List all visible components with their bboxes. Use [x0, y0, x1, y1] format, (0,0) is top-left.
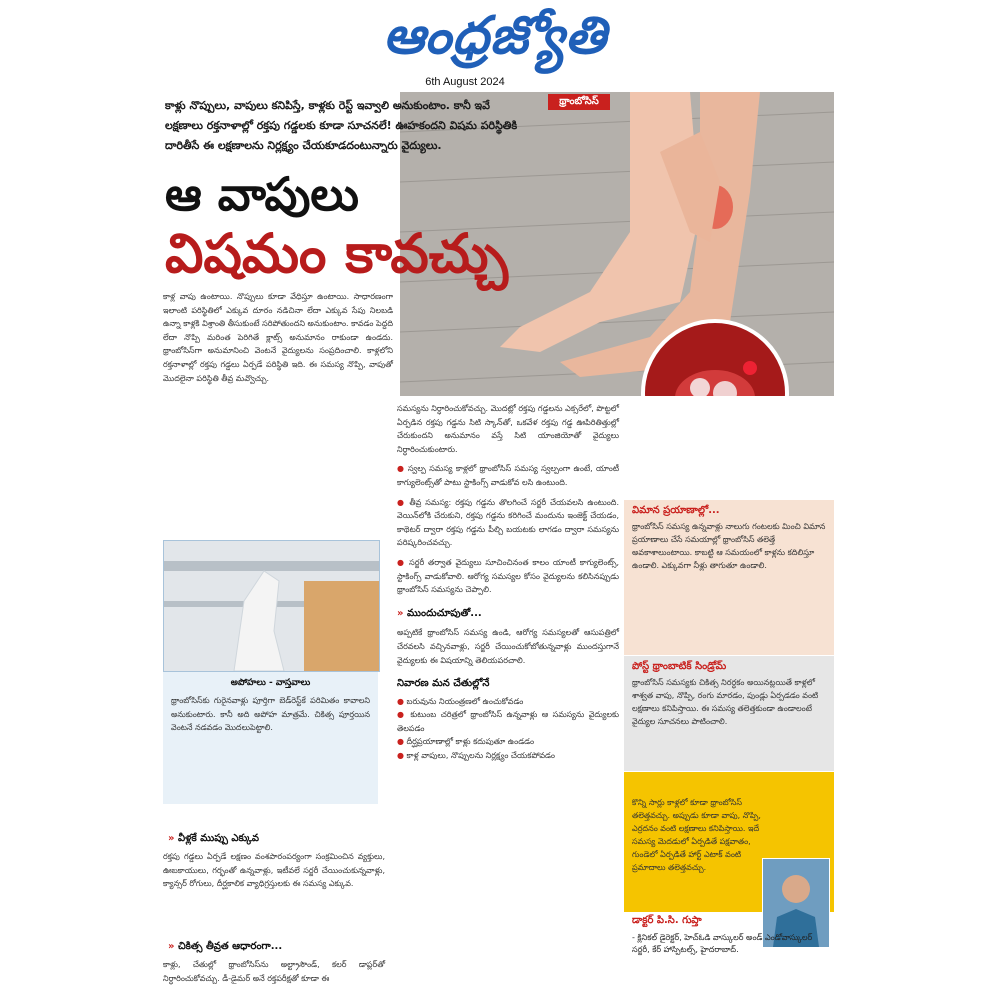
subhead-prevention: నివారణ మన చేతుల్లోనే	[397, 678, 490, 690]
masthead-logo-text: ఆంధ్రజ్యోతి	[383, 6, 607, 66]
caption-box	[163, 672, 378, 804]
blood-clot-illustration	[640, 318, 790, 396]
prevention-item: ● దీర్ఘప్రయాణాల్లో కాళ్లు కదుపుతూ ఉండడం	[397, 737, 534, 747]
doctor-info: - క్లినికల్ డైరెక్టర్, హెచ్‌ఓడి వాస్కులర్ అండ్ ఎండోవాస్కులర్ సర్జరీ, కేర్ హాస్పిటల్స్, హైదరాబాద్.	[632, 933, 813, 954]
caption-title: అపోహలు - వాస్తవాలు	[230, 678, 311, 688]
doctor-name: డాక్టర్ పి.సి. గుప్తా	[632, 915, 702, 926]
body-column-1	[163, 290, 393, 385]
diagnosis-text: సమస్యను నిర్ధారించుకోవచ్చు. మొదట్లో రక్తపు గడ్డలను ఎక్సరేలో, పొట్టలో ఏర్పడిన రక్తపు గడ్డను సిటి స్కాన్‌తో, ఒకవేళ రక్తపు గడ్డ ఊపిరితిత్తుల్లో చేరుకుందని అనుమానం వస్తే సిటి యాంజియోతో వైద్యులు నిర్ధారించుకుంటారు.	[397, 404, 619, 454]
sidebar-flight-title: విమాన ప్రయాణాల్లో...	[632, 505, 720, 516]
sidebar-flight-box	[624, 500, 834, 655]
bullet-severe: ● తీవ్ర సమస్య: రక్తపు గడ్డను తొలగించే సర్జరీ చేయవలసి ఉంటుంది. వెయిన్‌లోకి చేరుకుని, రక్తపు గడ్డను కరిగించే మందును ఇంజెక్ట్ చేయడం, కాథెటర్ ద్వారా రక్తపు గడ్డను పీల్చి బయటకు లాగడం ద్వారా సమస్యను పరిష్కరించవచ్చు.	[397, 497, 619, 548]
subhead-risk: » వీళ్లకే ముప్పు ఎక్కువ	[168, 833, 260, 844]
intro-text: కాళ్లు నొప్పులు, వాపులు కనిపిస్తే, కాళ్లకు రెస్ట్ ఇవ్వాలి అనుకుంటాం. కానీ ఇవే లక్షణాలు రక్తనాళాల్లో రక్తపు గడ్డలకు కూడా సూచనలే! ఊహకందని విషమ పరిస్థితికి దారితీసే ఈ లక్షణాలను నిర్లక్ష్యం చేయకూడదంటున్నారు వైద్యులు.	[165, 99, 518, 152]
risk-text: రక్తపు గడ్డలు ఏర్పడే లక్షణం వంశపారంపర్యంగా సంక్రమించిన వ్యక్తులు, ఊబకాయులు, గర్భంతో ఉన్నవాళ్లు, ఇటీవలే సర్జరీ చేయించుకున్నవాళ్లు, క్యాన్సర్ రోగులు, దీర్ఘకాలిక వ్యాధిగ్రస్తులకు ఈ సమస్య ఎక్కువ.	[163, 852, 385, 889]
sidebar-pts-text: థ్రాంబోసిస్ సమస్యకు చికిత్స నిరర్ధకం అయినట్లయితే కాళ్లలో శాశ్వత వాపు, నొప్పి, రంగు మారడం, పుండ్లు ఏర్పడడం వంటి లక్షణాలు కనిపిస్తాయి. ఈ సమస్య తలెత్తకుండా ఉండాలంటే వైద్యుల సూచనలు పాటించాలి.	[632, 678, 819, 726]
body-column-2	[397, 402, 619, 763]
subhead-foresight: » ముందుచూపుతో...	[397, 607, 482, 619]
treatment-text: కాళ్లు, చేతుల్లో థ్రాంబోసిస్‌ను అల్ట్రాసౌండ్, కలర్ డాప్లర్‌తో నిర్ధారించుకోవచ్చు. డీ-డైమర్ అనే రక్తపరీక్షతో కూడా ఈ	[163, 960, 385, 983]
sidebar-quote-text: కొన్ని సార్లు కాళ్లలో కూడా థ్రాంబోసిస్ తలెత్తవచ్చు. అప్పుడు కూడా వాపు, నొప్పి, ఎర్రదనం వంటి లక్షణాలు కనిపిస్తాయి. ఇదే సమస్య మెదడులో ఏర్పడితే పక్షవాతం, గుండెలో ఏర్పడితే హార్ట్ ఎటాక్ వంటి ప్రమాదాలు తలెత్తవచ్చు.	[632, 798, 761, 872]
publication-date: 6th August 2024	[425, 76, 505, 88]
caption-text: థ్రాంబోసిస్‌కు గురైనవాళ్లు పూర్తిగా బెడ్‌రెస్ట్‌కే పరిమితం కావాలని అనుకుంటారు. కానీ అది అపోహ మాత్రమే. చికిత్స పూర్తయిన వెంటనే నడవడం మొదలుపెట్టాలి.	[171, 696, 370, 733]
body-paragraph: కాళ్ల వాపు ఉంటాయి. నొప్పులు కూడా వేధిస్తూ ఉంటాయి. సాధారణంగా ఇలాంటి పరిస్థితిలో ఎక్కువ దూరం నడిచినా లేదా ఎక్కువ సేపు నిలబడి ఉన్నా కాళ్లకి విశ్రాంతి తీసుకుంటే సరిపోతుందని అనుకుంటాం. కావడం పెద్దది లేదా నొప్పి మరింత పెరిగితే క్లాట్స్ అనుమానం రాకుండా ఉండదు. థ్రాంబోసిస్‌గా అనుమానించి వెంటనే వైద్యులను సంప్రదించాలి. కాళ్లలోని రక్తనాళాల్లో రక్తపు గడ్డలు ఏర్పడే పరిస్థితి ఇది. ఈ సమస్య నొప్పి, వాపుతో మొదలైనా పరిస్థితి తీవ్ర మవ్వొచ్చు.	[163, 292, 393, 383]
prevention-item: ● కుటుంబ చరిత్రలో థ్రాంబోసిస్ ఉన్నవాళ్లు ఆ సమస్యను వైద్యులకు తెలపడం	[397, 710, 619, 733]
sidebar-pts-box	[624, 656, 834, 771]
masthead	[0, 0, 990, 72]
bandaged-leg-illustration	[164, 541, 379, 671]
headline-line1: ఆ వాపులు	[165, 167, 359, 221]
bullet-mild: ● స్వల్ప సమస్య కాళ్లలో థ్రాంబోసిస్ సమస్య స్వల్పంగా ఉంటే, యాంటీ కాగ్యులెంట్స్‌తో పాటు స్టాకింగ్స్ వాడుకోవ లసి ఉంటుంది.	[397, 464, 619, 487]
prevention-item: ● కాళ్ల వాపులు, నొప్పులను నిర్లక్ష్యం చేయకపోవడం	[397, 751, 555, 761]
sidebar-flight-text: థ్రాంబోసిస్ సమస్య ఉన్నవాళ్లు నాలుగు గంటలకు మించి విమాన ప్రయాణాలు చేసే సమయాల్లో థ్రాంబోసిస్ తలెత్తే అవకాశాలుంటాయి. కాబట్టి ఆ సమయంలో కాళ్లను కదిలిస్తూ ఉండాలి. ఎక్కువగా నీళ్లు తాగుతూ ఉండాలి.	[632, 522, 826, 570]
prevention-item: ● బరువును నియంత్రణలో ఉంచుకోవడం	[397, 696, 524, 706]
bullet-after-surgery: ● సర్జరీ తర్వాత వైద్యులు సూచించినంత కాలం యాంటీ కాగ్యులెంట్స్, స్టాకింగ్స్ వాడుకోవాలి. ఆరోగ్య సమస్యల కోసం వైద్యులను కలిసినప్పుడు థ్రాంబోసిస్ సమస్యను చెప్పాలి.	[397, 557, 619, 595]
category-tag: థ్రాంబోసిస్	[548, 94, 610, 110]
sidebar-pts-title: పోస్ట్ థ్రాంబాటిక్ సిండ్రోమ్	[632, 661, 727, 672]
foresight-text: అప్పటికే థ్రాంబోసిస్ సమస్య ఉండి, ఆరోగ్య సమస్యలతో ఆసుపత్రిలో చేరవలసి వచ్చినవాళ్లు, సర్జరీ చేయించుకోబోతున్నవాళ్లు ముందస్తుగానే వైద్యులకు ఈ విషయాన్ని తెలియపరచాలి.	[397, 628, 619, 665]
headline-line2: విషమం కావచ్చు	[165, 222, 509, 285]
hospital-bed-photo	[163, 540, 380, 672]
subhead-treatment: » చికిత్స తీవ్రత ఆధారంగా...	[168, 941, 283, 952]
